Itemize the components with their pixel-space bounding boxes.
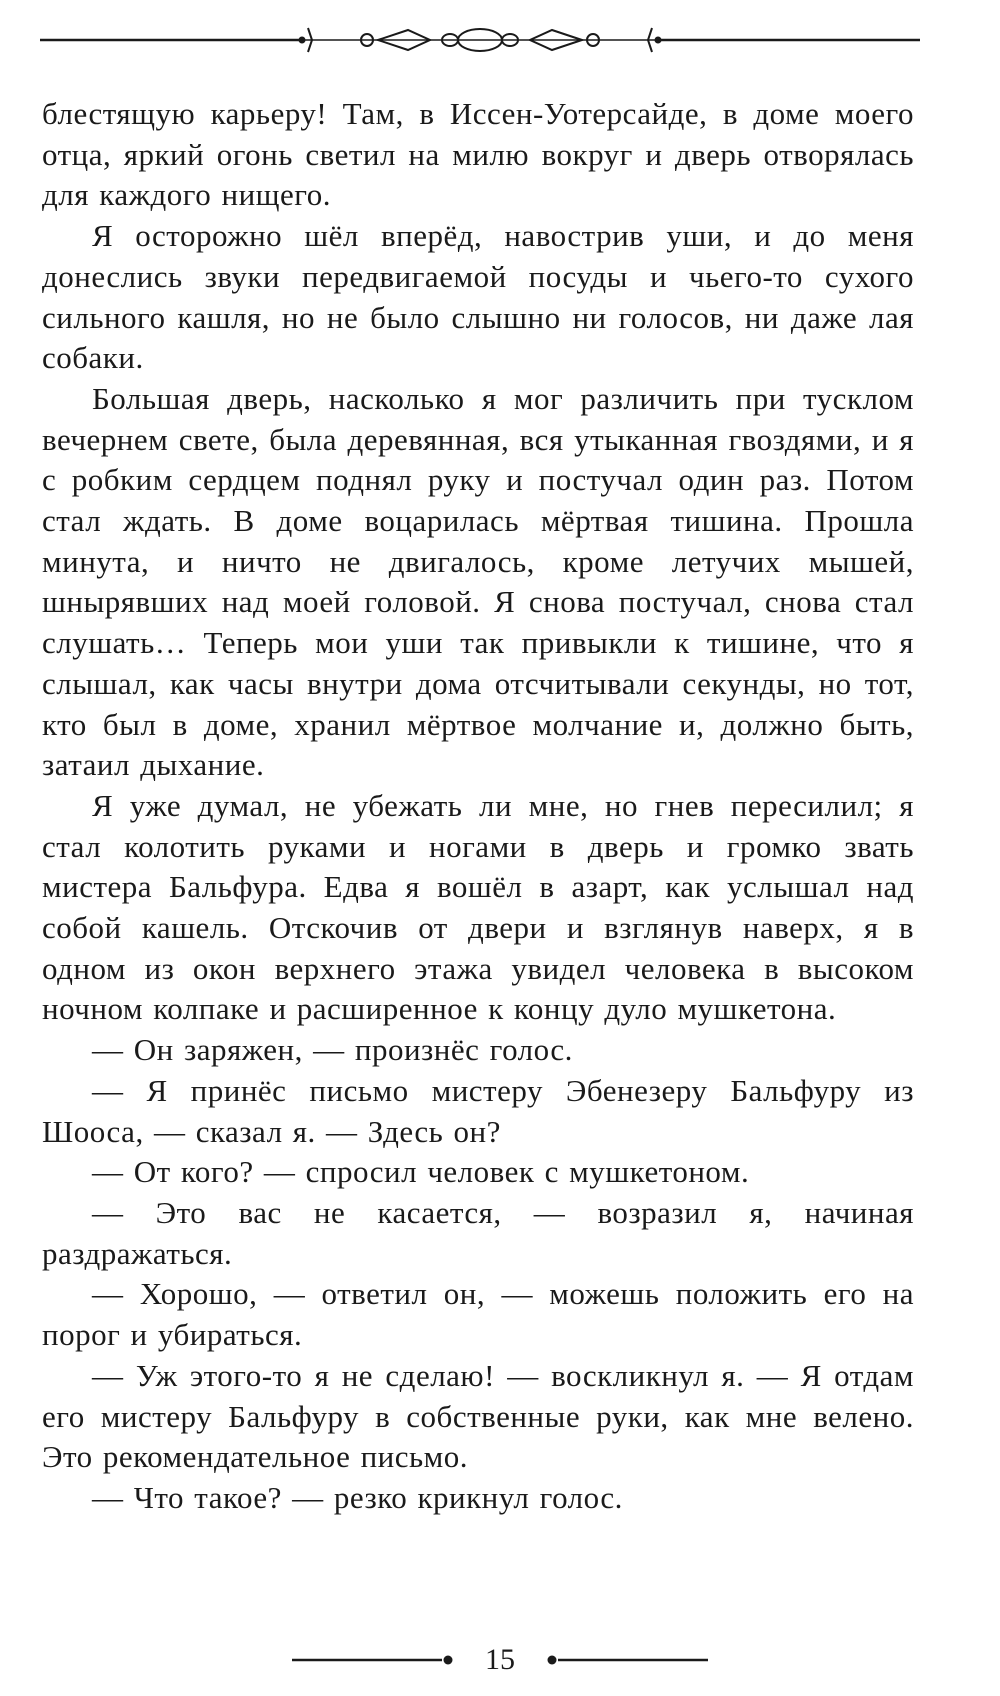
- dialogue-line: — Это вас не касается, — возразил я, начиная раздражаться.: [42, 1194, 914, 1271]
- dialogue-line: — Он заряжен, — произнёс голос.: [92, 1032, 573, 1068]
- main-text: [42, 94, 914, 1519]
- dialogue-line: — От кого? — спросил человек с мушкетоном.: [92, 1154, 750, 1190]
- ornamental-rule-icon: [40, 22, 920, 58]
- paragraph: Большая дверь, насколько я мог различить при тусклом вечернем свете, была деревянная, вся утыканная гвоздями, и я с робким сердцем поднял руку и постучал один раз. Потом стал ждать. В доме воцарилась мёртвая тишина. Прошла минута, и ничто не двигалось, кроме летучих мышей, шнырявших над моей головой. Я снова постучал, снова стал слушать… Теперь мои уши так привыкли к тишине, что я слышал, как часы внутри дома отсчитывали секунды, но тот, кто был в доме, хранил мёртвое молчание и, должно быть, затаил дыхание.: [42, 380, 914, 783]
- dialogue-line: — Уж этого-то я не сделаю! — воскликнул я. — Я отдам его мистеру Бальфуру в собственные руки, как мне велено. Это рекомендательное письмо.: [42, 1357, 914, 1475]
- paragraph: блестящую карьеру! Там, в Иссен-Уотерсайде, в доме моего отца, яркий огонь светил на милю вокруг и дверь отворялась для каждого нищего.: [42, 96, 914, 213]
- dialogue-line: — Что такое? — резко крикнул голос.: [92, 1479, 623, 1515]
- paragraph: Я осторожно шёл вперёд, навострив уши, и до меня донеслись звуки передвигаемой посуды и чьего-то сухого сильного кашля, но не было слышно ни голосов, ни даже лая собаки.: [42, 218, 914, 376]
- dialogue-line: — Я принёс письмо мистеру Эбенезеру Бальфуру из Шооса, — сказал я. — Здесь он?: [42, 1072, 914, 1149]
- dialogue-line: — Хорошо, — ответил он, — можешь положить его на порог и убираться.: [42, 1276, 914, 1353]
- rule-with-dot-icon: [292, 1640, 462, 1680]
- page-number: 15: [485, 1643, 515, 1676]
- page-footer: [0, 1640, 1000, 1680]
- rule-with-dot-icon: [538, 1640, 708, 1680]
- paragraph: Я уже думал, не убежать ли мне, но гнев пересилил; я стал колотить руками и ногами в дверь и громко звать мистера Бальфура. Едва я вошёл в азарт, как услышал над собой кашель. Отскочив от двери и взглянув наверх, я в одном из окон верхнего этажа увидел человека в высоком ночном колпаке и расширенное к концу дуло мушкетона.: [42, 787, 914, 1027]
